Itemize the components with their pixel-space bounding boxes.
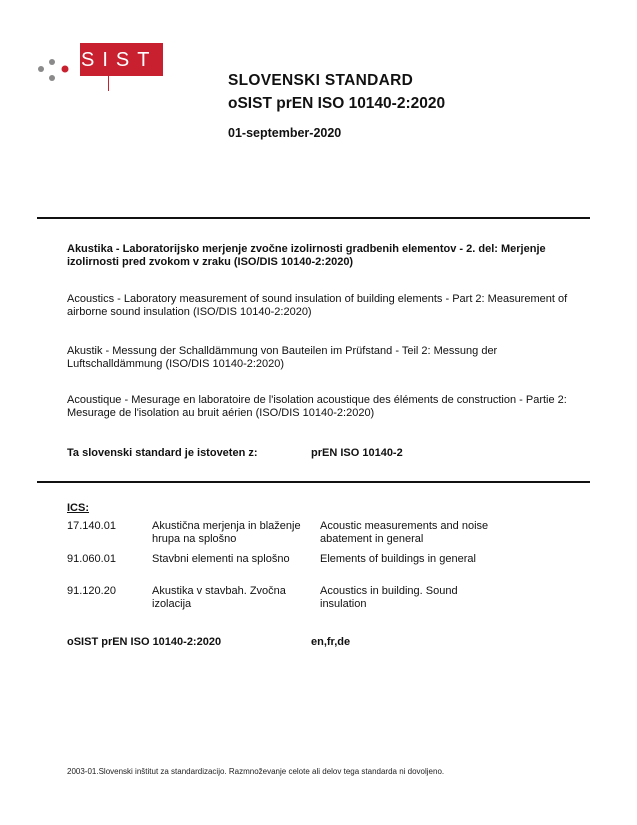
equivalence-value: prEN ISO 10140-2 — [311, 447, 403, 459]
standard-code: oSIST prEN ISO 10140-2:2020 — [228, 95, 446, 112]
ics-title-sl: Akustika v stavbah. Zvočna izolacija — [152, 585, 286, 610]
footer-languages: en,fr,de — [311, 636, 351, 648]
ics-title-sl: Stavbni elementi na splošno — [152, 553, 290, 565]
ics-code: 17.140.01 — [67, 520, 116, 532]
ics-title-en: Acoustics in building. Sound insulation — [320, 585, 458, 610]
ics-code: 91.120.20 — [67, 585, 116, 597]
ics-heading: ICS: — [67, 502, 89, 514]
ics-title-en: Acoustic measurements and noise abatement in general — [320, 520, 489, 545]
logo-text: SIST — [81, 49, 158, 71]
title-fr: Acoustique - Mesurage en laboratoire de l'isolation acoustique des éléments de construction - Partie 2: Mesurage de l'isolation au bruit aérien (ISO/DIS 10140-2:2020) — [67, 394, 567, 419]
title-en: Acoustics - Laboratory measurement of sound insulation of building elements - Part 2: Measurement of airborne sound insulation (ISO/DIS 10140-2:2020) — [67, 293, 568, 318]
logo-dots-icon — [37, 58, 71, 86]
top-divider — [37, 217, 590, 219]
standard-date: 01-september-2020 — [228, 126, 342, 140]
standard-label: SLOVENSKI STANDARD — [228, 72, 414, 89]
equivalence-label: Ta slovenski standard je istoveten z: — [67, 447, 258, 459]
ics-title-sl: Akustična merjenja in blaženje hrupa na splošno — [152, 520, 301, 545]
title-sl: Akustika - Laboratorijsko merjenje zvočne izolirnosti gradbenih elementov - 2. del: Merjenje izolirnosti pred zvokom v zraku (ISO/DIS 10140-2:2020) — [67, 243, 546, 268]
title-de: Akustik - Messung der Schalldämmung von Bauteilen im Prüfstand - Teil 2: Messung der Luftschalldämmung (ISO/DIS 10140-2:2020) — [67, 345, 498, 370]
ics-code: 91.060.01 — [67, 553, 116, 565]
middle-divider — [37, 481, 590, 483]
copyright-notice: 2003-01.Slovenski inštitut za standardizacijo. Razmnoževanje celote ali delov tega standarda ni dovoljeno. — [67, 767, 445, 776]
footer-standard-code: oSIST prEN ISO 10140-2:2020 — [67, 636, 222, 648]
ics-title-en: Elements of buildings in general — [320, 553, 476, 565]
